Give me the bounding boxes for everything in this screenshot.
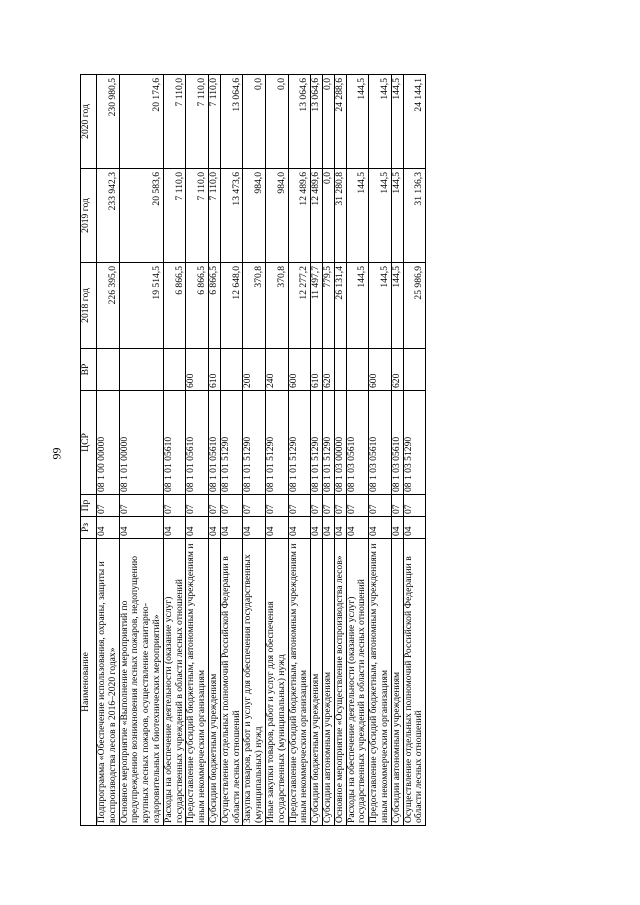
table-row (322, 75, 334, 826)
cell-2019: 12 489,6 (311, 169, 323, 263)
cell-name: Подпрограмма «Обеспечение использования, охраны, защиты и воспроизводства лесов в 2016–2020 годах» (97, 539, 120, 826)
table-row (265, 75, 288, 826)
cell-pr: 07 (322, 495, 334, 517)
cell-csr: 08 1 01 05610 (208, 391, 220, 495)
cell-name: Расходы на обеспечение деятельности (оказание услуг) государственных учреждений в области лесных отношений (346, 539, 369, 826)
budget-table (80, 74, 426, 826)
table-row (208, 75, 220, 826)
header-rz: Рз (81, 517, 97, 539)
cell-vr: 600 (288, 349, 311, 391)
header-pr: Пр (81, 495, 97, 517)
cell-rz: 04 (97, 517, 120, 539)
table-row (311, 75, 323, 826)
cell-pr: 07 (208, 495, 220, 517)
cell-rz: 04 (220, 517, 243, 539)
cell-name: Закупка товаров, работ и услуг для обеспечения государственных (муниципальных) нужд (243, 539, 266, 826)
header-row (81, 75, 97, 826)
cell-rz: 04 (186, 517, 209, 539)
cell-vr: 240 (265, 349, 288, 391)
cell-2020: 7 110,0 (208, 75, 220, 169)
cell-2020: 7 110,0 (163, 75, 186, 169)
cell-rz: 04 (391, 517, 403, 539)
cell-rz: 04 (208, 517, 220, 539)
cell-pr: 07 (119, 495, 163, 517)
cell-2020: 24 144,1 (403, 75, 426, 169)
cell-rz: 04 (163, 517, 186, 539)
cell-csr: 08 1 01 05610 (186, 391, 209, 495)
table-row (288, 75, 311, 826)
cell-2019: 0,0 (322, 169, 334, 263)
cell-2018: 370,8 (243, 263, 266, 349)
cell-rz: 04 (403, 517, 426, 539)
cell-2019: 31 280,8 (334, 169, 346, 263)
header-csr: ЦСР (81, 391, 97, 495)
table-row (220, 75, 243, 826)
cell-pr: 07 (186, 495, 209, 517)
cell-name: Субсидии бюджетным учреждениям (208, 539, 220, 826)
cell-rz: 04 (311, 517, 323, 539)
cell-2019: 13 473,6 (220, 169, 243, 263)
header-name: Наименование (81, 539, 97, 826)
cell-2020: 13 064,6 (220, 75, 243, 169)
cell-name: Предоставление субсидий бюджетным, автономным учреждениям и иным некоммерческим организациям (288, 539, 311, 826)
cell-2019: 984,0 (243, 169, 266, 263)
cell-name: Субсидии автономным учреждениям (391, 539, 403, 826)
cell-2018: 6 866,5 (186, 263, 209, 349)
cell-vr: 620 (391, 349, 403, 391)
cell-vr: 600 (369, 349, 392, 391)
cell-vr (334, 349, 346, 391)
cell-2019: 144,5 (369, 169, 392, 263)
cell-2018: 12 648,0 (220, 263, 243, 349)
cell-pr: 07 (97, 495, 120, 517)
table-row (403, 75, 426, 826)
table-row (163, 75, 186, 826)
cell-name: Предоставление субсидий бюджетным, автономным учреждениям и иным некоммерческим организациям (369, 539, 392, 826)
cell-2018: 25 986,9 (403, 263, 426, 349)
rotated-table-container (80, 75, 565, 826)
cell-pr: 07 (334, 495, 346, 517)
header-vr: ВР (81, 349, 97, 391)
cell-vr: 610 (311, 349, 323, 391)
cell-rz: 04 (119, 517, 163, 539)
cell-vr (97, 349, 120, 391)
table-row (346, 75, 369, 826)
table-row (369, 75, 392, 826)
table-row (334, 75, 346, 826)
cell-csr: 08 1 00 00000 (97, 391, 120, 495)
cell-2019: 7 110,0 (163, 169, 186, 263)
cell-2019: 7 110,0 (208, 169, 220, 263)
cell-2018: 226 395,0 (97, 263, 120, 349)
cell-2020: 0,0 (243, 75, 266, 169)
cell-2018: 11 497,7 (311, 263, 323, 349)
cell-2018: 370,8 (265, 263, 288, 349)
cell-csr: 08 1 01 51290 (288, 391, 311, 495)
cell-csr: 08 1 01 51290 (243, 391, 266, 495)
cell-name: Осуществление отдельных полномочий Российской Федерации в области лесных отношений (403, 539, 426, 826)
cell-vr (163, 349, 186, 391)
cell-csr: 08 1 01 51290 (322, 391, 334, 495)
cell-csr: 08 1 03 05610 (346, 391, 369, 495)
cell-vr (346, 349, 369, 391)
cell-csr: 08 1 01 00000 (119, 391, 163, 495)
cell-name: Основное мероприятие «Осуществление воспроизводства лесов» (334, 539, 346, 826)
cell-vr (220, 349, 243, 391)
page-number: 99 (49, 447, 64, 460)
cell-name: Субсидии бюджетным учреждениям (311, 539, 323, 826)
cell-vr: 200 (243, 349, 266, 391)
cell-pr: 07 (288, 495, 311, 517)
cell-name: Расходы на обеспечение деятельности (оказание услуг) государственных учреждений в области лесных отношений (163, 539, 186, 826)
cell-csr: 08 1 03 00000 (334, 391, 346, 495)
cell-csr: 08 1 03 05610 (369, 391, 392, 495)
table-row (186, 75, 209, 826)
cell-2020: 0,0 (322, 75, 334, 169)
cell-2018: 19 514,5 (119, 263, 163, 349)
cell-rz: 04 (288, 517, 311, 539)
cell-2019: 31 136,3 (403, 169, 426, 263)
cell-2018: 6 866,5 (163, 263, 186, 349)
cell-2018: 12 277,2 (288, 263, 311, 349)
table-header (81, 75, 97, 826)
cell-csr: 08 1 01 05610 (163, 391, 186, 495)
cell-pr: 07 (163, 495, 186, 517)
table-row (97, 75, 120, 826)
cell-2019: 12 489,6 (288, 169, 311, 263)
cell-pr: 07 (369, 495, 392, 517)
cell-2018: 6 866,5 (208, 263, 220, 349)
cell-2020: 144,5 (391, 75, 403, 169)
cell-vr (119, 349, 163, 391)
cell-2020: 7 110,0 (186, 75, 209, 169)
cell-rz: 04 (322, 517, 334, 539)
cell-2018: 144,5 (346, 263, 369, 349)
cell-name: Субсидии автономным учреждениям (322, 539, 334, 826)
cell-2018: 779,5 (322, 263, 334, 349)
cell-csr: 08 1 03 51290 (403, 391, 426, 495)
cell-vr: 620 (322, 349, 334, 391)
table-row (391, 75, 403, 826)
cell-2020: 144,5 (346, 75, 369, 169)
cell-2019: 233 942,3 (97, 169, 120, 263)
cell-vr (403, 349, 426, 391)
cell-pr: 07 (311, 495, 323, 517)
header-2020: 2020 год (81, 75, 97, 169)
cell-2020: 0,0 (265, 75, 288, 169)
cell-csr: 08 1 01 51290 (220, 391, 243, 495)
cell-pr: 07 (391, 495, 403, 517)
cell-2019: 984,0 (265, 169, 288, 263)
cell-2020: 13 064,6 (311, 75, 323, 169)
table-row (243, 75, 266, 826)
cell-2020: 20 174,6 (119, 75, 163, 169)
table-row (119, 75, 163, 826)
header-2019: 2019 год (81, 169, 97, 263)
cell-rz: 04 (334, 517, 346, 539)
cell-2018: 144,5 (369, 263, 392, 349)
cell-name: Иные закупки товаров, работ и услуг для обеспечения государственных (муниципальных) нужд (265, 539, 288, 826)
cell-2020: 13 064,6 (288, 75, 311, 169)
cell-csr: 08 1 01 51290 (265, 391, 288, 495)
cell-rz: 04 (243, 517, 266, 539)
cell-rz: 04 (265, 517, 288, 539)
table-body (97, 75, 426, 826)
cell-name: Основное мероприятие «Выполнение мероприятий по предупреждению возникновения лесных пожаров, недопущению крупных лесных пожаров, осуществление санитарно-оздоровительных и биотехнических мероприятий» (119, 539, 163, 826)
cell-name: Осуществление отдельных полномочий Российской Федерации в области лесных отношений (220, 539, 243, 826)
cell-2020: 144,5 (369, 75, 392, 169)
cell-pr: 07 (403, 495, 426, 517)
header-2018: 2018 год (81, 263, 97, 349)
cell-pr: 07 (243, 495, 266, 517)
cell-rz: 04 (346, 517, 369, 539)
cell-2019: 7 110,0 (186, 169, 209, 263)
cell-csr: 08 1 01 51290 (311, 391, 323, 495)
cell-pr: 07 (265, 495, 288, 517)
cell-2019: 144,5 (391, 169, 403, 263)
cell-2019: 144,5 (346, 169, 369, 263)
cell-2018: 26 131,4 (334, 263, 346, 349)
cell-vr: 600 (186, 349, 209, 391)
cell-pr: 07 (220, 495, 243, 517)
cell-2020: 24 288,6 (334, 75, 346, 169)
cell-2020: 230 980,5 (97, 75, 120, 169)
cell-2018: 144,5 (391, 263, 403, 349)
cell-csr: 08 1 03 05610 (391, 391, 403, 495)
cell-pr: 07 (346, 495, 369, 517)
cell-2019: 20 583,6 (119, 169, 163, 263)
cell-rz: 04 (369, 517, 392, 539)
cell-name: Предоставление субсидий бюджетным, автономным учреждениям и иным некоммерческим организациям (186, 539, 209, 826)
cell-vr: 610 (208, 349, 220, 391)
